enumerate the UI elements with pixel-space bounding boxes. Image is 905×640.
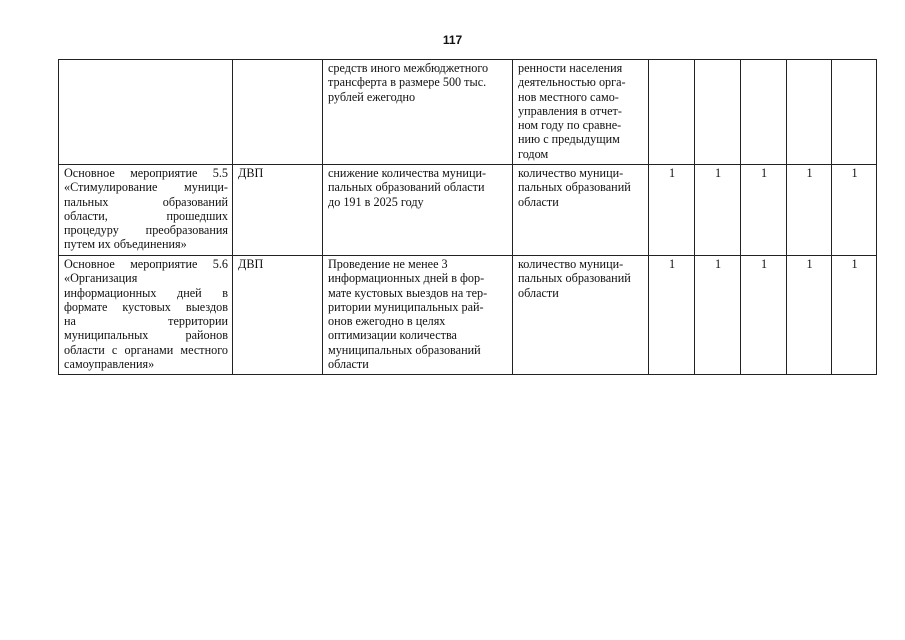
- indicator-text-line: ренности населения: [518, 61, 623, 75]
- value-cell: [649, 60, 695, 165]
- executor-cell: ДВП: [233, 165, 323, 256]
- value-cell: 1: [787, 256, 832, 375]
- value-cell: [787, 60, 832, 165]
- value-cell: 1: [832, 256, 877, 375]
- measure-text-line: пальных образований области: [328, 180, 485, 195]
- activity-name-line: пальных образований: [64, 194, 228, 209]
- indicator-text-line: пальных образований: [518, 180, 631, 195]
- indicator-text-line: количество муници-: [518, 166, 624, 180]
- measure-cell: [323, 256, 513, 375]
- measure-text-line: средств иного межбюджетного: [328, 61, 489, 75]
- indicator-text-line: области: [518, 285, 559, 300]
- activity-name-line: Основное мероприятие 5.5: [64, 166, 228, 180]
- activity-name-line: на территории: [64, 314, 228, 329]
- activity-name-cell: [59, 256, 233, 375]
- activity-name-cell: [59, 60, 233, 165]
- measure-text-line: ритории муниципальных рай-: [328, 299, 484, 314]
- value-cell: 1: [695, 256, 741, 375]
- activity-name-line: области, прошедших: [64, 208, 228, 223]
- measure-text-line: до 191 в 2025 году: [328, 194, 424, 209]
- indicator-text-line: ном году по сравне-: [518, 118, 622, 133]
- value-cell: 1: [741, 165, 787, 256]
- indicator-text-line: годом: [518, 146, 549, 161]
- value-cell: [741, 60, 787, 165]
- value-cell: 1: [649, 165, 695, 256]
- measure-text-line: муниципальных образований: [328, 342, 481, 357]
- measure-text-line: рублей ежегодно: [328, 89, 416, 104]
- measure-text-line: Проведение не менее 3: [328, 257, 448, 271]
- activity-name-line: муниципальных районов: [64, 328, 228, 343]
- activity-name-line: процедуру преобразования: [64, 223, 228, 238]
- executor-cell: ДВП: [233, 256, 323, 375]
- value-cell: 1: [787, 165, 832, 256]
- indicator-text-line: нов местного само-: [518, 89, 619, 104]
- indicator-text-line: нию с предыдущим: [518, 132, 620, 147]
- measure-text-line: трансферта в размере 500 тыс.: [328, 75, 487, 90]
- measure-text-line: снижение количества муници-: [328, 166, 487, 180]
- table-row: [59, 256, 877, 375]
- activity-name-line: области с органами местного: [64, 342, 228, 357]
- measure-text-line: информационных дней в фор-: [328, 271, 485, 286]
- value-cell: 1: [741, 256, 787, 375]
- indicator-text-line: управления в отчет-: [518, 103, 622, 118]
- measure-text-line: онов ежегодно в целях: [328, 314, 446, 329]
- value-cell: 1: [695, 165, 741, 256]
- activity-name-line: «Стимулирование муници-: [64, 180, 228, 195]
- activity-name-line: «Организация: [64, 271, 138, 286]
- measure-cell: [323, 165, 513, 256]
- indicator-cell: [513, 165, 649, 256]
- indicator-text-line: пальных образований: [518, 271, 631, 286]
- indicator-cell: [513, 60, 649, 165]
- measure-text-line: мате кустовых выездов на тер-: [328, 285, 488, 300]
- measure-text-line: области: [328, 357, 369, 372]
- indicator-cell: [513, 256, 649, 375]
- activity-name-line: Основное мероприятие 5.6: [64, 257, 228, 271]
- value-cell: [832, 60, 877, 165]
- activity-name-line: формате кустовых выездов: [64, 299, 228, 314]
- activity-name-cell: [59, 165, 233, 256]
- indicator-text-line: количество муници-: [518, 257, 624, 271]
- table-row: [59, 165, 877, 256]
- activity-name-line: путем их объединения»: [64, 237, 187, 252]
- activity-name-line: самоуправления»: [64, 357, 155, 372]
- program-table: [58, 59, 877, 375]
- value-cell: 1: [649, 256, 695, 375]
- indicator-text-line: деятельностью орга-: [518, 75, 626, 90]
- value-cell: 1: [832, 165, 877, 256]
- page-number: 117: [442, 33, 463, 47]
- executor-cell: [233, 60, 323, 165]
- measure-cell: [323, 60, 513, 165]
- table-row: [59, 60, 877, 165]
- value-cell: [695, 60, 741, 165]
- activity-name-line: информационных дней в: [64, 285, 228, 300]
- indicator-text-line: области: [518, 194, 559, 209]
- measure-text-line: оптимизации количества: [328, 328, 457, 343]
